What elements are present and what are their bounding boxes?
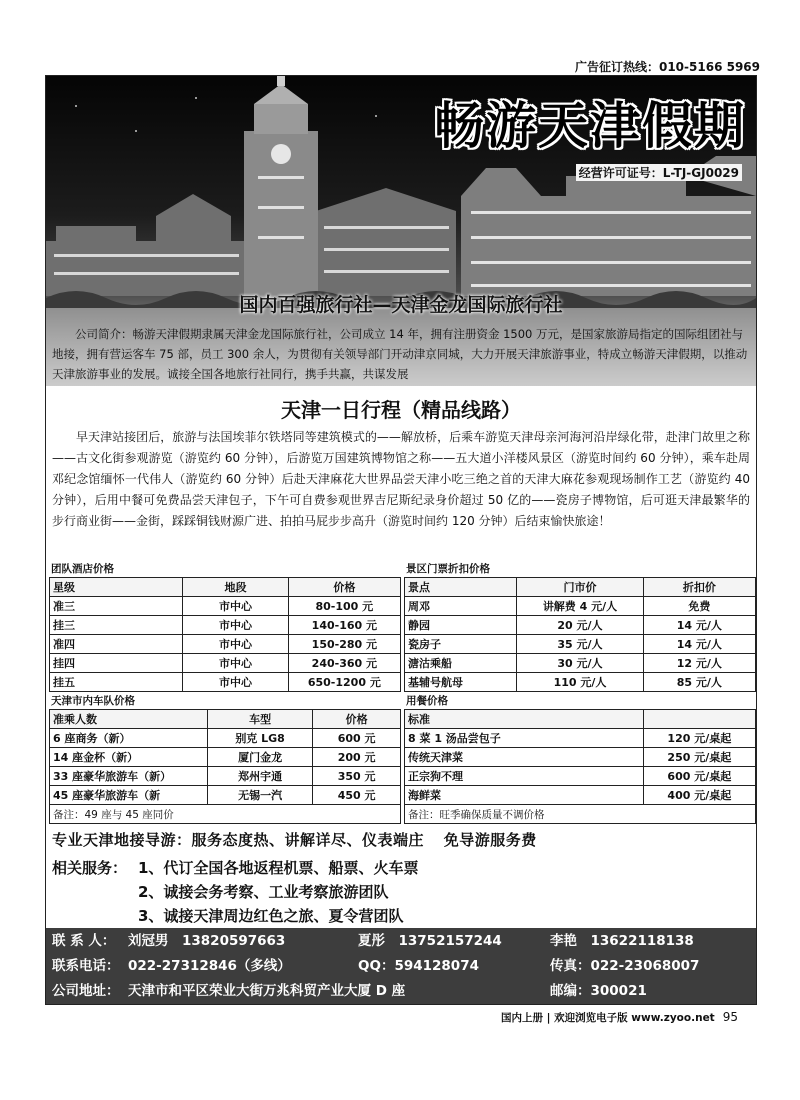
table-row bbox=[50, 597, 401, 616]
contact-person-3: 李艳 13622118138 bbox=[550, 933, 694, 949]
hotel-price-title: 团队酒店价格 bbox=[51, 563, 114, 575]
page-frame bbox=[45, 75, 757, 1005]
hotel-price-section bbox=[49, 561, 401, 692]
table-note-row bbox=[405, 805, 756, 824]
header-cell: 门市价 bbox=[517, 578, 643, 597]
cell: 600 元 bbox=[313, 729, 401, 748]
table-row bbox=[50, 748, 401, 767]
postcode: 邮编：300021 bbox=[550, 983, 647, 999]
meal-price-section bbox=[404, 693, 756, 824]
header-cell: 星级 bbox=[50, 578, 183, 597]
service-item: 2、诚接会务考察、工业考察旅游团队 bbox=[138, 883, 389, 901]
services-label: 相关服务： bbox=[52, 859, 128, 877]
cell: 250 元/桌起 bbox=[643, 748, 755, 767]
cell: 挂四 bbox=[50, 654, 183, 673]
table-header-row bbox=[405, 578, 756, 597]
company-title: 国内百强旅行社—天津金龙国际旅行社 bbox=[239, 294, 563, 316]
cell: 14 元/人 bbox=[643, 635, 755, 654]
cell: 挂五 bbox=[50, 673, 183, 692]
contact-person-label: 联 系 人： bbox=[52, 933, 116, 949]
cell: 市中心 bbox=[183, 635, 288, 654]
car-price-section bbox=[49, 693, 401, 824]
cell: 14 元/人 bbox=[643, 616, 755, 635]
cell: 正宗狗不理 bbox=[405, 767, 644, 786]
cell: 12 元/人 bbox=[643, 654, 755, 673]
cell: 市中心 bbox=[183, 616, 288, 635]
table-row bbox=[50, 729, 401, 748]
cell: 市中心 bbox=[183, 597, 288, 616]
table-header-row bbox=[50, 710, 401, 729]
cell: 30 元/人 bbox=[517, 654, 643, 673]
cell: 350 元 bbox=[313, 767, 401, 786]
ticket-price-table bbox=[404, 577, 756, 692]
cell: 200 元 bbox=[313, 748, 401, 767]
header-cell bbox=[643, 710, 755, 729]
header-cell: 准乘人数 bbox=[50, 710, 208, 729]
header-cell: 价格 bbox=[313, 710, 401, 729]
cell: 140-160 元 bbox=[288, 616, 400, 635]
footer-text: 国内上册 | 欢迎浏览电子版 www.zyoo.net bbox=[501, 1012, 715, 1024]
address-text: 天津市和平区荣业大街万兆科贸产业大厦 D 座 bbox=[128, 983, 406, 999]
phone-label: 联系电话： bbox=[52, 958, 120, 974]
cell: 周邓 bbox=[405, 597, 517, 616]
cell: 溏沽乘船 bbox=[405, 654, 517, 673]
cell: 讲解费 4 元/人 bbox=[517, 597, 643, 616]
meal-price-table bbox=[404, 709, 756, 824]
table-row bbox=[50, 635, 401, 654]
cell: 6 座商务（新） bbox=[50, 729, 208, 748]
table-row bbox=[405, 654, 756, 673]
cell: 市中心 bbox=[183, 654, 288, 673]
table-header-row bbox=[405, 710, 756, 729]
cell: 市中心 bbox=[183, 673, 288, 692]
table-row bbox=[405, 767, 756, 786]
ad-hotline: 广告征订热线：010-5166 5969 bbox=[574, 60, 760, 74]
meal-note: 备注：旺季确保质量不调价格 bbox=[405, 805, 756, 824]
banner bbox=[46, 76, 756, 386]
cell: 600 元/桌起 bbox=[643, 767, 755, 786]
table-row bbox=[405, 635, 756, 654]
qq-number: QQ：594128074 bbox=[358, 958, 479, 974]
header-cell: 地段 bbox=[183, 578, 288, 597]
cell: 85 元/人 bbox=[643, 673, 755, 692]
itinerary-text: 早天津站接团后，旅游与法国埃菲尔铁塔同等建筑模式的——解放桥，后乘车游览天津母亲河海河沿岸绿化带，赴津门故里之称——古文化街参观游览（游览约 60 分钟），后游览万国建筑博物馆之称——五大道小洋楼风景区（游览时间约 60 分钟），乘车赴周邓纪念馆缅怀一代伟人（游览约 60 分钟）后赴天津麻花大世界品尝天津小吃三绝之首的天津大麻花参观现场制作工艺（游览约 40 分钟），后用中餐可免费品尝天津包子，下午可自费参观世界吉尼斯纪录身价超过 50 亿的——瓷房子博物馆，后可逛天津最繁华的步行商业街——金街，踩踩铜钱财源广进、拍拍马屁步步高升（游览时间约 120 分钟）后结束愉快旅途！ bbox=[52, 430, 750, 528]
car-price-table bbox=[49, 709, 401, 824]
cell: 120 元/桌起 bbox=[643, 729, 755, 748]
cell: 无锡一汽 bbox=[207, 786, 312, 805]
table-row bbox=[405, 597, 756, 616]
cell: 45 座豪华旅游车（新 bbox=[50, 786, 208, 805]
address-label: 公司地址： bbox=[52, 983, 120, 999]
cell: 400 元/桌起 bbox=[643, 786, 755, 805]
cell: 静园 bbox=[405, 616, 517, 635]
header-cell: 车型 bbox=[207, 710, 312, 729]
service-line bbox=[52, 880, 418, 904]
table-row bbox=[50, 654, 401, 673]
table-row bbox=[405, 729, 756, 748]
cell: 别克 LG8 bbox=[207, 729, 312, 748]
company-intro: 公司简介：畅游天津假期隶属天津金龙国际旅行社，公司成立 14 年，拥有注册资金 1500 万元，是国家旅游局指定的国际组团社与地接，拥有营运客车 75 部，员工 300 余人，为贯彻有关领导部门开动津京同城，大力开展天津旅游事业，特成立畅游天津假期，以推动天津旅游事业的发展。诚接全国各地旅行社同行，携手共赢，共谋发展 bbox=[52, 327, 748, 381]
cell: 110 元/人 bbox=[517, 673, 643, 692]
table-row bbox=[405, 616, 756, 635]
cell: 基辅号航母 bbox=[405, 673, 517, 692]
cell: 传统天津菜 bbox=[405, 748, 644, 767]
service-line bbox=[52, 856, 418, 880]
cell: 35 元/人 bbox=[517, 635, 643, 654]
service-item: 3、诚接天津周边红色之旅、夏令营团队 bbox=[138, 907, 404, 925]
service-item: 1、代订全国各地返程机票、船票、火车票 bbox=[138, 859, 419, 877]
related-services bbox=[52, 856, 418, 928]
page-footer bbox=[501, 1010, 738, 1025]
car-price-title: 天津市内车队价格 bbox=[51, 695, 135, 707]
table-row bbox=[405, 786, 756, 805]
header-cell: 景点 bbox=[405, 578, 517, 597]
table-row bbox=[50, 616, 401, 635]
cell: 瓷房子 bbox=[405, 635, 517, 654]
service-line bbox=[52, 904, 418, 928]
table-row bbox=[405, 673, 756, 692]
table-row bbox=[50, 786, 401, 805]
cell: 33 座豪华旅游车（新） bbox=[50, 767, 208, 786]
itinerary-title: 天津一日行程（精品线路） bbox=[281, 398, 521, 422]
cell: 150-280 元 bbox=[288, 635, 400, 654]
cell: 厦门金龙 bbox=[207, 748, 312, 767]
cell: 20 元/人 bbox=[517, 616, 643, 635]
cell: 免费 bbox=[643, 597, 755, 616]
header-cell: 折扣价 bbox=[643, 578, 755, 597]
cell: 海鲜菜 bbox=[405, 786, 644, 805]
header-cell: 价格 bbox=[288, 578, 400, 597]
table-header-row bbox=[50, 578, 401, 597]
cell: 14 座金杯（新） bbox=[50, 748, 208, 767]
contact-person-1: 刘冠男 13820597663 bbox=[128, 933, 286, 949]
car-note: 备注：49 座与 45 座同价 bbox=[50, 805, 401, 824]
cell: 准四 bbox=[50, 635, 183, 654]
guide-service-line bbox=[52, 829, 537, 850]
ticket-price-title: 景区门票折扣价格 bbox=[406, 563, 490, 575]
cell: 准三 bbox=[50, 597, 183, 616]
guide-features: 专业天津地接导游：服务态度热、讲解详尽、仪表端庄 bbox=[52, 831, 425, 849]
cell: 650-1200 元 bbox=[288, 673, 400, 692]
table-row bbox=[405, 748, 756, 767]
cell: 450 元 bbox=[313, 786, 401, 805]
table-note-row bbox=[50, 805, 401, 824]
header-cell: 标准 bbox=[405, 710, 644, 729]
contact-person-2: 夏彤 13752157244 bbox=[358, 933, 502, 949]
main-title: 畅游天津假期 bbox=[434, 97, 746, 155]
cell: 挂三 bbox=[50, 616, 183, 635]
table-row bbox=[50, 673, 401, 692]
cell: 8 菜 1 汤品尝包子 bbox=[405, 729, 644, 748]
cell: 80-100 元 bbox=[288, 597, 400, 616]
ticket-price-section bbox=[404, 561, 756, 692]
guide-free-fee: 免导游服务费 bbox=[443, 831, 537, 849]
page-number: 95 bbox=[722, 1010, 738, 1024]
phone-number: 022-27312846（多线） bbox=[128, 958, 291, 974]
license-number: 经营许可证号：L-TJ-GJ0029 bbox=[576, 164, 742, 181]
contact-bar bbox=[46, 928, 756, 1004]
fax-number: 传真：022-23068007 bbox=[550, 958, 700, 974]
hotel-price-table bbox=[49, 577, 401, 692]
table-row bbox=[50, 767, 401, 786]
cell: 240-360 元 bbox=[288, 654, 400, 673]
meal-price-title: 用餐价格 bbox=[406, 695, 448, 707]
cell: 郑州宇通 bbox=[207, 767, 312, 786]
